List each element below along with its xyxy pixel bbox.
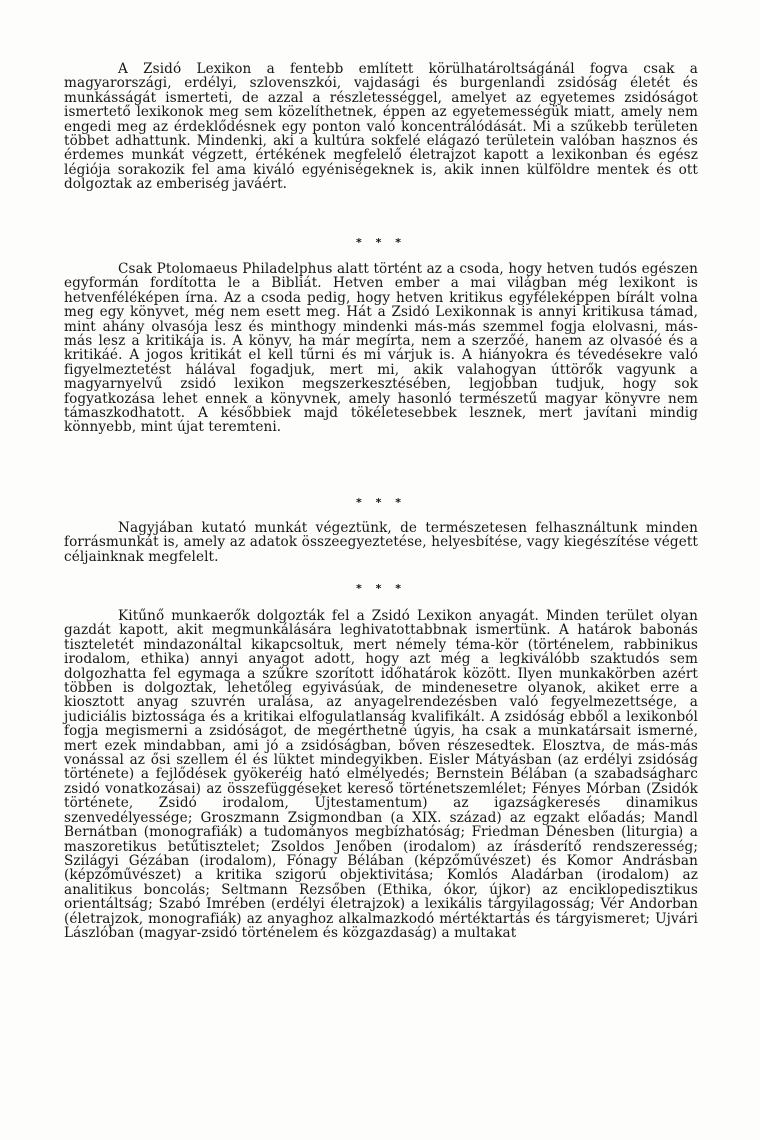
paragraph: Nagyjában kutató munkát végeztünk, de természetesen felhasználtunk minden forrásmunkát is, amely az adatok összeegyeztetése, helyesbítése, vagy kiegészítése végett céljainknak megfelelt. [64,520,698,565]
paragraph: Kitűnő munkaerők dolgozták fel a Zsidó Lexikon anyagát. Minden terület olyan gazdát kapott, akit megmunkálására leghivatottabbnak ismertünk. A határok babonás tiszteletét mindazonáltal kikapcsoltuk, mert némely téma-kör (történelem, rabbinikus irodalom, ethika) annyi anyagot adott, hogy azt még a legkiválóbb szaktudós sem dolgozhatta fel egymaga a szűkre szorított időhatárok között. Ilyen munkakörben azért többen is dolgoztak, lehetőleg egyivásúak, de mindenesetre olyanok, akiket erre a kiosztott anyag szuvrén uralása, az anyagelrendezésben való fegyelmezettsége, a judiciális biztossága és a kritikai elfogulatlanság kvalifikált. A zsidóság ebből a lexikonból fogja megismerni a zsidóságot, de megérthetné úgyis, ha csak a munkatársait ismerné, mert ezek mindabban, ami jó a zsidóságban, bőven részesedtek. Elosztva, de más-más vonással az ősi szellem él és lüktet mindegyikben. Eisler Mátyásban (az erdélyi zsidóság története) a fejlődések gyökeréig ható elmélyedés; Bernstein Bélában (a szabadságharc zsidó vonatkozásai) az összefüggéseket kereső történetszemlélet; Fényes Mórban (Zsidók története, Zsidó irodalom, Újtestamentum) az igazságkeresés dinamikus szenvedélyessége; Groszmann Zsigmondban (a XIX. század) az egzakt előadás; Mandl Bernátban (monografiák) a tudományos megbízhatóság; Friedman Dénesben (liturgia) a maszoretikus betűtisztelet; Zsoldos Jenőben (irodalom) az írásderítő rendszeresség; Szilágyi Gézában (irodalom), Fónagy Bélában (képzőművészet) és Komor Andrásban (képzőművészet) a kritika szigorú objektivitása; Komlós Aladárban (irodalom) az analitikus boncolás; Seltmann Rezsőben (Ethika, ókor, újkor) az enciklopedisztikus orientáltság; Szabó Imrében (erdélyi életrajzok) a lexikális tárgyilagosság; Vér Andorban (életrajzok, monografiák) az anyaghoz alkalmazkodó mértéktartás és tárgyismeret; Ujvári Lászlóban (magyar-zsidó történelem és közgazdaság) a multakat [64,608,698,941]
paragraph: Csak Ptolomaeus Philadelphus alatt történt az a csoda, hogy hetven tudós egészen egyformán fordította le a Bibliát. Hetven ember a mai világban még lexikont is hetvenféléképen írna. Az a csoda pedig, hogy hetven kritikus egyféleképpen bírált volna meg egy könyvet, még nem esett meg. Hát a Zsidó Lexikonnak is annyi kritikusa támad, mint ahány olvasója lesz és minthogy mindenki más-más szemmel fogja elolvasni, más-más lesz a kritikája is. A könyv, ha már megírta, nem a szerzőé, hanem az olvasóé és a kritikáé. A jogos kritikát el kell tűrni és mi várjuk is. A hiányokra és tévedésekre való figyelmeztetést hálával fogadjuk, mert mi, akik valahogyan úttörők vagyunk a magyarnyelvű zsidó lexikon megszerkesztésében, legjobban tudjuk, hogy sok fogyatkozása lehet ennek a könyvnek, amely hasonló természetű magyar könyvre nem támaszkodhatott. A későbbiek majd tökéletesebbek lesznek, mert javítani mindig könnyebb, mint újat teremteni. [64,261,698,436]
section-separator: * * * [356,496,406,509]
paragraph-block [64,521,698,564]
paragraph-block [64,609,698,940]
paragraph-block [64,262,698,435]
paragraph-block [64,62,698,192]
section-separator: * * * [356,236,406,249]
paragraph: A Zsidó Lexikon a fentebb említett körülhatároltságánál fogva csak a magyarországi, erdélyi, szlovenszkói, vajdasági és burgenlandi zsidóság életét és munkásságát ismerteti, de azzal a részletességgel, amelyet az egyetemes zsidóságot ismertető lexikonok meg sem közelíthetnek, éppen az egyetemességük miatt, amely nem engedi meg az érdeklődésnek egy ponton való koncentrálódását. Mi a szűkebb területen többet adhattunk. Mindenki, aki a kultúra sokfelé elágazó területein valóban hasznos és érdemes munkát végzett, értékének megfelelő életrajzot kapott a lexikonban és egész légiója sorakozik fel ama kiváló egyéniségeknek is, akik innen külföldre mentek és ott dolgoztak az emberiség javáért. [64,61,698,193]
section-separator: * * * [356,582,406,595]
